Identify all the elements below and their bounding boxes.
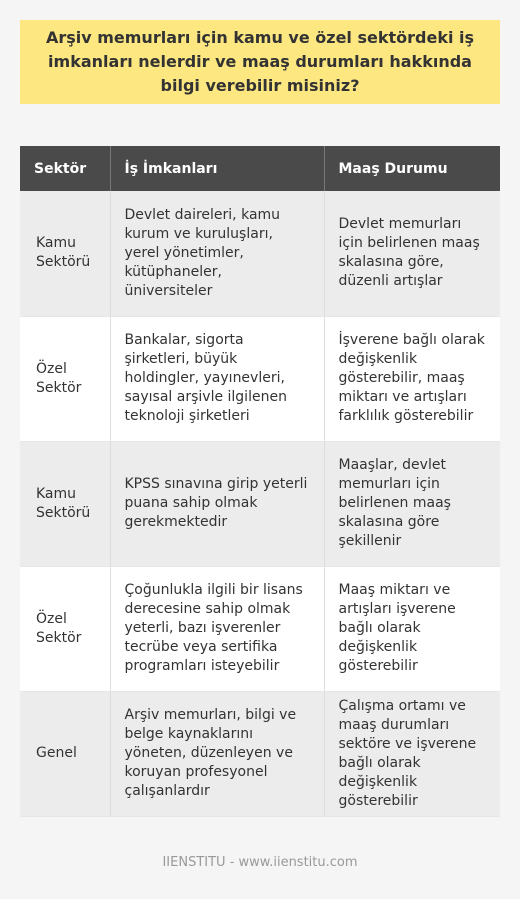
- table-row: [20, 566, 500, 691]
- cell-jobs: Bankalar, sigorta şirketleri, büyük holdingler, yayınevleri, sayısal arşivle ilgilenen teknoloji şirketleri: [110, 316, 324, 441]
- table-row: [20, 316, 500, 441]
- cell-sector: Genel: [20, 691, 110, 816]
- sector-table: [20, 146, 500, 817]
- header-job-opportunities: İş İmkanları: [110, 146, 324, 191]
- table-row: [20, 441, 500, 566]
- cell-salary: İşverene bağlı olarak değişkenlik gösterebilir, maaş miktarı ve artışları farklılık gösterebilir: [324, 316, 500, 441]
- cell-salary: Maaşlar, devlet memurları için belirlenen maaş skalasına göre şekillenir: [324, 441, 500, 566]
- cell-salary: Çalışma ortamı ve maaş durumları sektöre ve işverene bağlı olarak değişkenlik gösterebilir: [324, 691, 500, 816]
- question-banner: [20, 20, 500, 104]
- cell-salary: Devlet memurları için belirlenen maaş skalasına göre, düzenli artışlar: [324, 191, 500, 316]
- cell-sector: Özel Sektör: [20, 566, 110, 691]
- header-salary: Maaş Durumu: [324, 146, 500, 191]
- cell-jobs: Arşiv memurları, bilgi ve belge kaynaklarını yöneten, düzenleyen ve koruyan profesyonel çalışanlardır: [110, 691, 324, 816]
- cell-salary: Maaş miktarı ve artışları işverene bağlı olarak değişkenlik gösterebilir: [324, 566, 500, 691]
- cell-jobs: Devlet daireleri, kamu kurum ve kuruluşları, yerel yönetimler, kütüphaneler, üniversiteler: [110, 191, 324, 316]
- table-row: [20, 691, 500, 816]
- cell-sector: Kamu Sektörü: [20, 441, 110, 566]
- cell-jobs: KPSS sınavına girip yeterli puana sahip olmak gerekmektedir: [110, 441, 324, 566]
- table-header-row: [20, 146, 500, 191]
- cell-sector: Özel Sektör: [20, 316, 110, 441]
- table-row: [20, 191, 500, 316]
- footer-credit: IIENSTITU - www.iienstitu.com: [162, 855, 358, 870]
- page-title: Arşiv memurları için kamu ve özel sektördeki iş imkanları nelerdir ve maaş durumları hakkında bilgi verebilir misiniz?: [45, 28, 475, 95]
- cell-sector: Kamu Sektörü: [20, 191, 110, 316]
- cell-jobs: Çoğunlukla ilgili bir lisans derecesine sahip olmak yeterli, bazı işverenler tecrübe veya sertifika programları isteyebilir: [110, 566, 324, 691]
- header-sector: Sektör: [20, 146, 110, 191]
